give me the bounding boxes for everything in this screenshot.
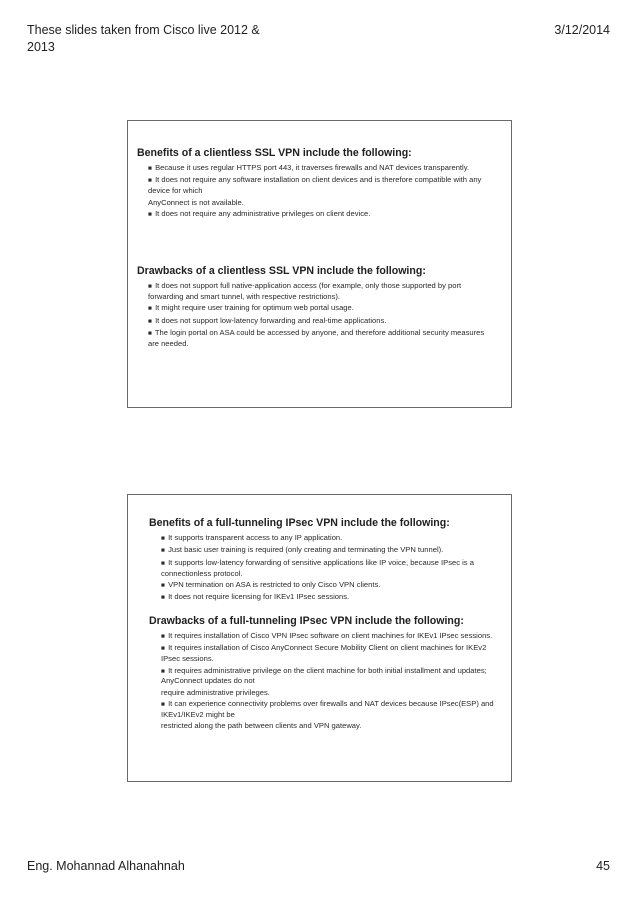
list-item: ■ Just basic user training is required (only creating and terminating the VPN tunnel). [161,545,444,555]
drawbacks-heading: Drawbacks of a full-tunneling IPsec VPN include the following: [149,615,464,627]
list-item: ■ It supports low-latency forwarding of sensitive applications like IP voice, because IPsec is a connectionless protocol. [161,557,474,578]
bullet-icon: ■ [148,305,152,313]
bullet-icon: ■ [161,581,165,589]
list-item: ■ It might require user training for optimum web portal usage. [148,303,354,313]
slide-clientless-ssl-vpn [127,120,512,408]
list-item: AnyConnect is not available. [148,197,244,207]
bullet-icon: ■ [161,535,165,542]
drawbacks-section [137,265,497,350]
page-number: 45 [596,859,610,873]
bullet-icon: ■ [161,633,165,640]
list-item: ■ It requires administrative privilege on the client machine for both initial installment and updates; AnyConnect updates do not [161,665,487,686]
list-item: require administrative privileges. [161,687,270,697]
list-item: ■ It does not require any software installation on client devices and is therefore compatible with any device for which [148,175,482,196]
bullet-icon: ■ [148,210,152,218]
drawbacks-list [161,631,497,731]
bullet-icon: ■ [161,645,165,653]
list-item: ■ Because it uses regular HTTPS port 443, it traverses firewalls and NAT devices transparently. [148,163,470,172]
list-item: restricted along the path between clients and VPN gateway. [161,721,362,731]
list-item: ■ It does not support full native-application access (for example, only those supported by port forwarding and smart tunnel, with respective restrictions). [148,281,462,301]
drawbacks-list [148,281,497,349]
list-item: ■ It requires installation of Cisco VPN IPsec software on client machines for IKEv1 IPsec sessions. [161,631,493,640]
list-item: ■ The login portal on ASA could be accessed by anyone, and therefore additional security measures are needed. [148,327,485,348]
bullet-icon: ■ [148,165,152,172]
slide-full-tunneling-ipsec-vpn [127,494,512,782]
bullet-icon: ■ [148,317,152,325]
list-item: ■ It does not support low-latency forwarding and real-time applications. [148,315,387,325]
header-date: 3/12/2014 [554,23,610,37]
list-item: ■ It can experience connectivity problems over firewalls and NAT devices because IPsec(ESP) and IKEv1/IKEv2 might be [161,699,494,719]
list-item: ■ It does not require licensing for IKEv1 IPsec sessions. [161,592,350,602]
bullet-icon: ■ [161,667,165,675]
benefits-list [161,533,497,603]
list-item: ■ It requires installation of Cisco AnyConnect Secure Mobility Client on client machines for IKEv2 IPsec sessions. [161,643,487,664]
list-item: ■ VPN termination on ASA is restricted to only Cisco VPN clients. [161,579,381,589]
bullet-icon: ■ [161,594,165,602]
benefits-list [148,163,497,220]
bullet-icon: ■ [161,701,165,709]
benefits-heading: Benefits of a clientless SSL VPN include the following: [137,147,412,159]
bullet-icon: ■ [148,283,152,290]
bullet-icon: ■ [148,329,152,337]
benefits-section [149,517,497,605]
drawbacks-heading: Drawbacks of a clientless SSL VPN include the following: [137,265,426,277]
benefits-heading: Benefits of a full-tunneling IPsec VPN include the following: [149,517,450,529]
bullet-icon: ■ [148,177,152,185]
list-item: ■ It does not require any administrative privileges on client device. [148,208,371,218]
benefits-section [137,147,497,221]
bullet-icon: ■ [161,559,165,567]
list-item: ■ It supports transparent access to any IP application. [161,533,343,542]
drawbacks-section [149,615,497,733]
bullet-icon: ■ [161,547,165,555]
footer-author: Eng. Mohannad Alhanahnah [27,859,185,873]
header-title: These slides taken from Cisco live 2012 & 2013 [27,23,260,54]
